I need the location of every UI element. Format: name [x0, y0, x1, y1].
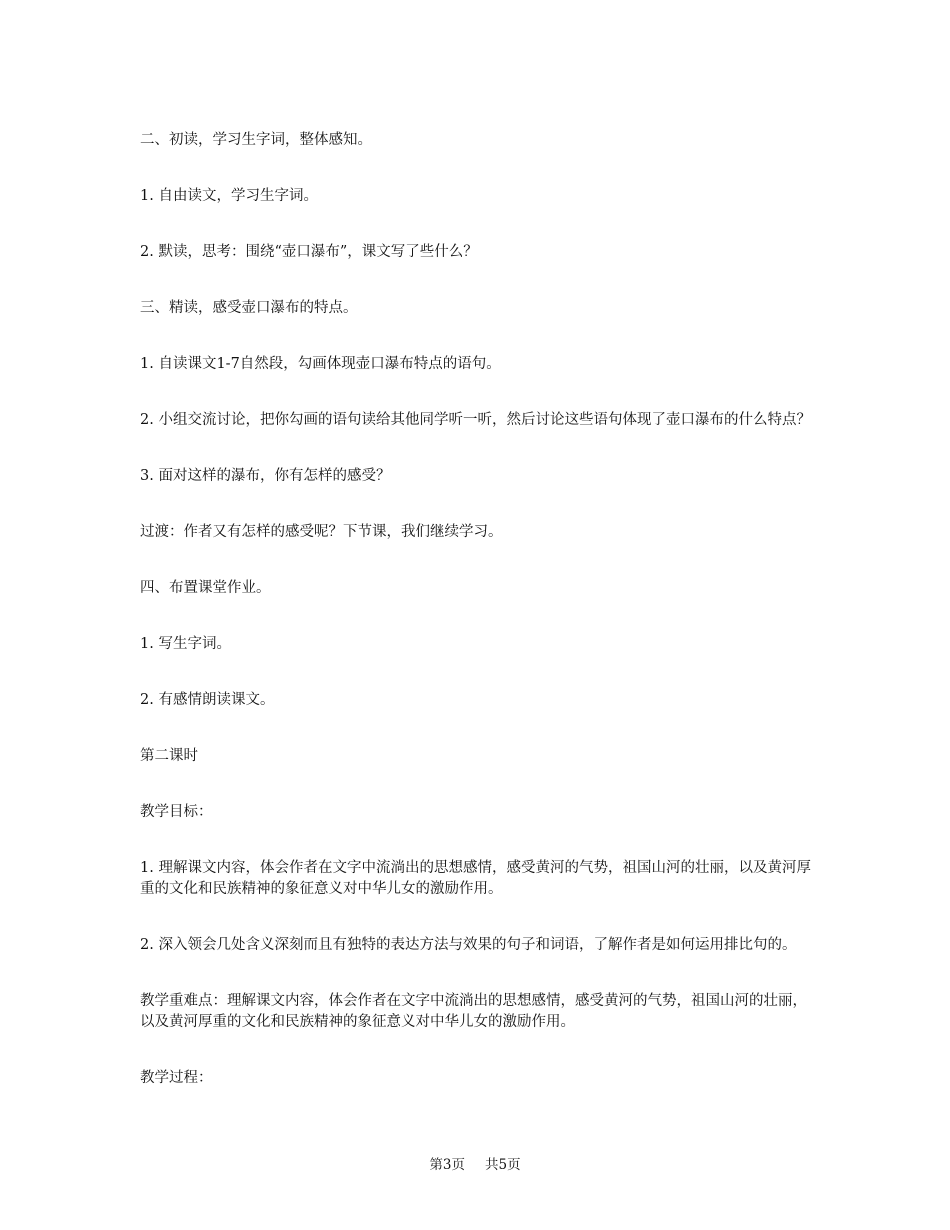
- list-item: 1. 自读课文1-7自然段，勾画体现壶口瀑布特点的语句。: [140, 356, 501, 372]
- teaching-objectives-heading: 教学目标：: [140, 804, 213, 820]
- page-total: 共5页: [485, 1157, 521, 1173]
- section-heading-close-reading: 三、精读，感受壶口瀑布的特点。: [140, 300, 358, 316]
- page-number: 第3页: [429, 1157, 465, 1173]
- section-heading-initial-reading: 二、初读，学习生字词，整体感知。: [140, 132, 372, 148]
- list-item: 3. 面对这样的瀑布，你有怎样的感受？: [140, 468, 391, 484]
- section-heading-homework: 四、布置课堂作业。: [140, 580, 271, 596]
- list-item: 1. 写生字词。: [140, 636, 231, 652]
- list-item: 1. 自由读文，学习生字词。: [140, 188, 318, 204]
- list-item: 2. 小组交流讨论，把你勾画的语句读给其他同学听一听，然后讨论这些语句体现了壶口瀑布的什么特点？: [140, 412, 811, 428]
- lesson-heading: 第二课时: [140, 748, 198, 764]
- list-item: 1. 理解课文内容，体会作者在文字中流淌出的思想感情，感受黄河的气势，祖国山河的壮丽，以及黄河厚重的文化和民族精神的象征意义对中华儿女的激励作用。: [140, 860, 811, 897]
- key-difficulty-paragraph: 教学重难点：理解课文内容，体会作者在文字中流淌出的思想感情，感受黄河的气势，祖国山河的壮丽，以及黄河厚重的文化和民族精神的象征意义对中华儿女的激励作用。: [140, 993, 807, 1030]
- list-item: 2. 深入领会几处含义深刻而且有独特的表达方法与效果的句子和词语，了解作者是如何运用排比句的。: [140, 937, 797, 953]
- teaching-process-heading: 教学过程：: [140, 1070, 213, 1086]
- page-footer: [0, 1156, 950, 1174]
- list-item: 2. 默读，思考：围绕“壶口瀑布”，课文写了些什么？: [140, 244, 478, 260]
- transition-text: 过渡：作者又有怎样的感受呢？下节课，我们继续学习。: [140, 524, 503, 540]
- list-item: 2. 有感情朗读课文。: [140, 692, 275, 708]
- document-body: [140, 130, 820, 1089]
